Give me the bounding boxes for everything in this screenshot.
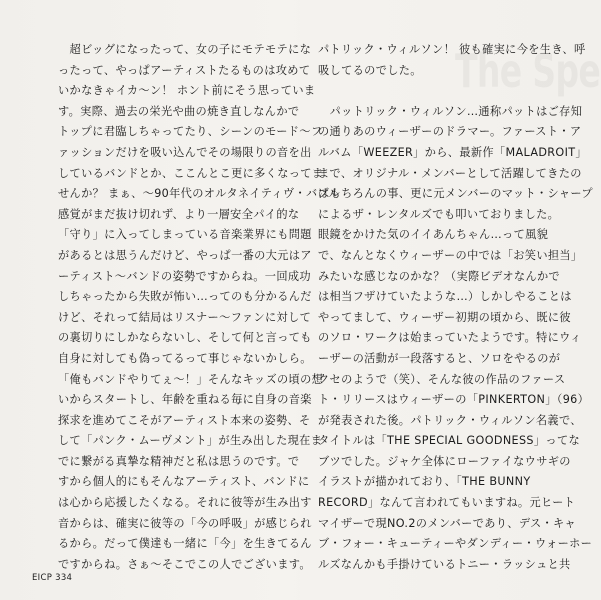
text-line: いかなきゃイカ～ン！ ホント前にそう思っていま: [58, 84, 316, 98]
text-line: けど、それって結局はリスナー～ファンに対して: [58, 310, 312, 324]
text-line: マイザーで現NO.2のメンバーであり、デス・キャ: [318, 516, 577, 530]
right-text-column: [318, 40, 593, 575]
text-line: はもちろんの事、更に元メンバーのマット・シャープ: [318, 187, 593, 201]
text-line: やってまして、ウィーザー初期の頃から、既に彼: [318, 310, 571, 324]
text-line: ト・リリースはウィーザーの「PINKERTON」（96）: [318, 393, 590, 407]
text-line: ブツでした。ジャケ全体にローファイなウサギの: [318, 454, 571, 468]
text-line: パットリック・ウィルソン…通称パットはご存知: [318, 104, 583, 118]
text-line: 探求を進めてこそがアーティスト本来の姿勢、そ: [58, 413, 311, 427]
text-line: 超ビッグになったって、女の子にモテモテにな: [58, 43, 312, 56]
text-line: いからスタートし、年齢を重ねる毎に自身の音楽: [58, 393, 312, 407]
left-text-column: [58, 40, 341, 575]
text-line: クセのようで（笑）、そんな彼の作品のファース: [318, 372, 566, 386]
text-line: イラストが描かれており、「THE BUNNY: [318, 475, 531, 489]
text-line: まで、オリジナル・メンバーとして活躍してきたの: [318, 166, 582, 180]
text-line: しちゃったから失敗が怖い…ってのも分かるんだ: [58, 290, 312, 304]
text-line: の通りあのウィーザーのドラマー。ファースト・ア: [318, 125, 582, 139]
text-line: ブ・フォー・キューティーやダンディー・ウォーホー: [318, 537, 593, 551]
right-column-top-paragraph: [318, 40, 586, 81]
text-line: ーティスト～バンドの姿勢ですからね。一回成功: [58, 269, 311, 283]
text-line: によるザ・レンタルズでも叩いておりました。: [318, 207, 560, 221]
text-line: ーザーの活動が一段落すると、ソロをやるのが: [318, 351, 561, 365]
text-line: で、なんとなくウィーザーの中では「お笑い担当」: [318, 248, 583, 262]
text-line: トップに君臨しちゃってたり、シーンのモード～フ: [58, 125, 323, 139]
text-line: 自身に対しても偽ってるって事じゃないかしら。: [58, 351, 312, 365]
text-line: ルズなんかも手掛けているトニー・ラッシュと共: [318, 557, 571, 571]
text-line: の裏切りにしかならないし、そして何と言っても: [58, 331, 312, 345]
text-line: 感覚がまだ抜け切れず、より一層安全パイ的な: [58, 207, 300, 221]
text-line: ったって、やっぱアーティストたるものは攻めて: [58, 63, 311, 77]
text-line: して「パンク・ムーヴメント」が生み出した現在ま: [58, 434, 323, 448]
text-line: タイトルは「THE SPECIAL GOODNESS」ってな: [318, 434, 581, 448]
text-line: は心から応援したくなる。それに彼等が生み出す: [58, 496, 312, 510]
text-line: す。実際、過去の栄光や曲の焼き直しなんかで: [58, 104, 300, 118]
text-line: せんか？ まぁ、～90年代のオルタネイティヴ・バブル: [58, 187, 341, 201]
text-line: でに繋がる真摯な精神だと私は思うのです。で: [58, 454, 300, 468]
text-line: のソロ・ワークは始まっていたようです。特にウィ: [318, 331, 582, 345]
text-line: 音からは、確実に彼等の「今の呼吸」が感じられ: [58, 516, 312, 530]
text-line: RECORD」なんて言われてもいますね。元ヒート: [318, 496, 576, 510]
right-column-main-paragraph: [318, 102, 593, 576]
text-line: ですからね。さぁ～そこでこの人でございます。: [58, 557, 311, 571]
text-line: 吸してるのでした。: [318, 63, 422, 77]
text-line: 「俺もバンドやりてぇ～！」そんなキッズの頃の想: [58, 372, 324, 386]
text-line: ルバム「WEEZER」から、最新作「MALADROIT」: [318, 145, 587, 159]
text-line: が発表された後。パトリック・ウィルソン名義で、: [318, 413, 582, 427]
text-line: は相当フザけていたような…）しかしやることは: [318, 290, 572, 304]
text-line: みたいな感じなのかな？（実際ビデオなんかで: [318, 269, 561, 283]
text-line: ァッションだけを吸い込んでその場限りの音を出: [58, 145, 312, 159]
text-line: すから個人的にもそんなアーティスト、バンドに: [58, 475, 310, 489]
catalog-number: EICP 334: [32, 573, 73, 583]
text-line: があるとは思うんだけど、やっぱ一番の大元はア: [58, 248, 312, 262]
text-line: パトリック・ウィルソン！ 彼も確実に今を生き、呼: [318, 43, 586, 56]
text-line: 眼鏡をかけた気のイイあんちゃん…って風貌: [318, 228, 549, 242]
text-line: しているバンドとか、ここんとこ更に多くなってま: [58, 166, 324, 180]
paragraph-gap: [318, 81, 564, 102]
text-line: 「守り」に入ってしまっている音楽業界にも問題: [58, 228, 312, 242]
text-line: るから。だって僕達も一緒に「今」を生きてるん: [58, 537, 312, 551]
